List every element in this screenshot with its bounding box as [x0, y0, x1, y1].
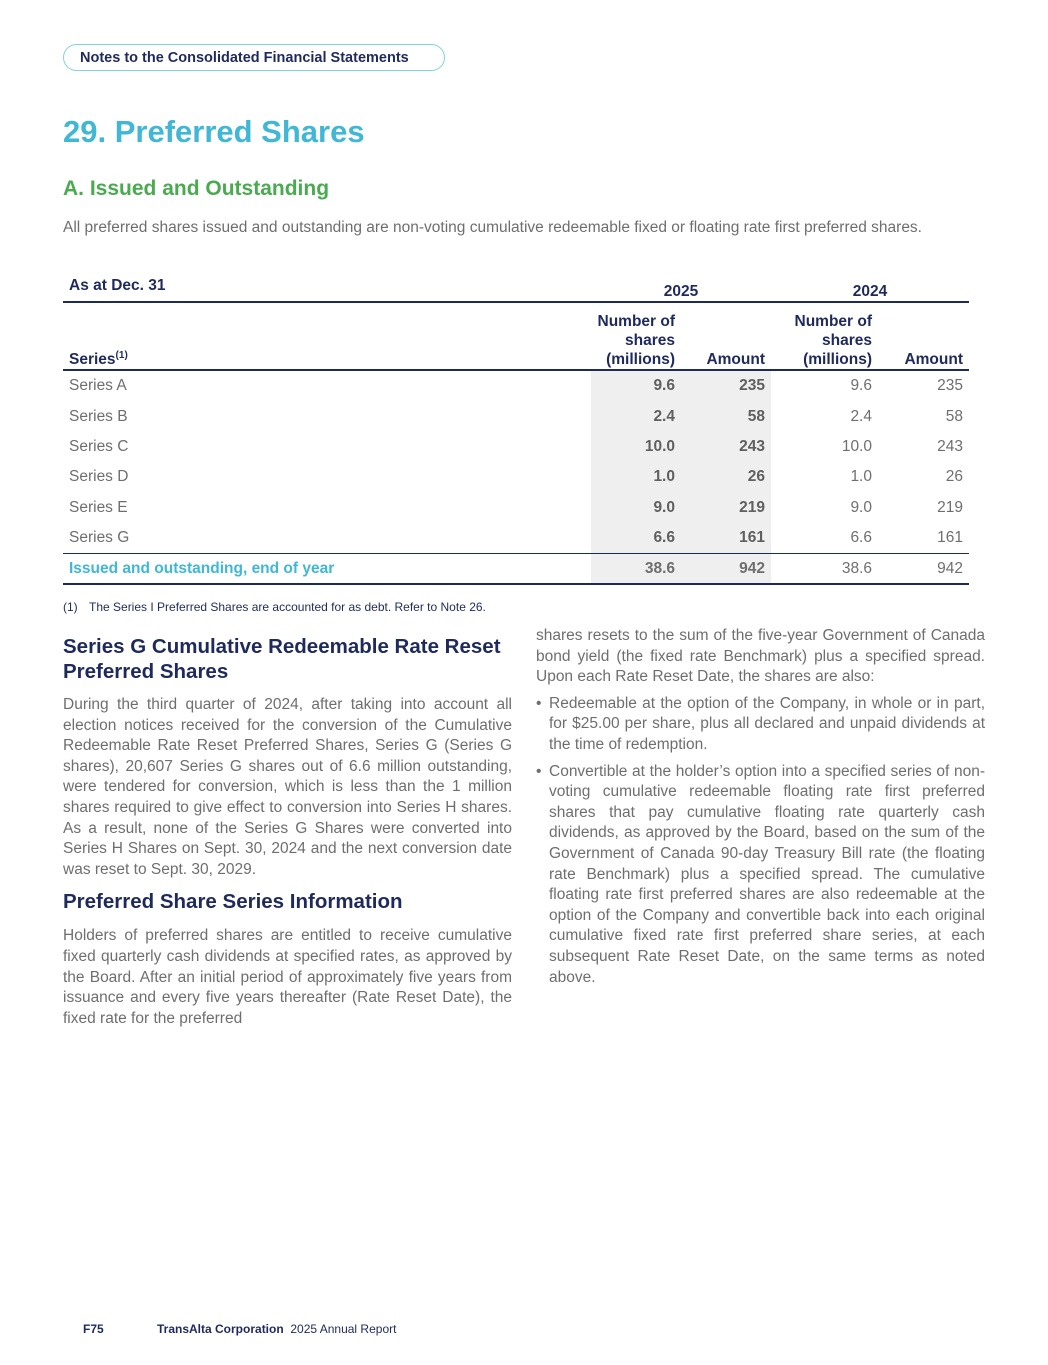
table-row — [63, 370, 969, 401]
shares-2024-cell: 2.4 — [850, 407, 872, 425]
amount-2024-cell: 219 — [937, 498, 963, 516]
total-shares-2025-cell: 38.6 — [591, 554, 681, 585]
series-label: Series B — [69, 407, 128, 425]
amount-2025-cell: 26 — [681, 462, 771, 492]
preferred-shares-table — [63, 276, 969, 585]
shares-2025-cell: 9.6 — [591, 370, 681, 401]
shares-2024-cell: 6.6 — [850, 529, 872, 547]
footnote-text: The Series I Preferred Shares are accounted for as debt. Refer to Note 26. — [89, 600, 486, 614]
total-amount-2024-cell: 942 — [878, 554, 969, 585]
shares-2024-cell: 1.0 — [850, 468, 872, 486]
table-column-header-row — [63, 302, 969, 370]
amount-2024-header: Amount — [878, 302, 969, 370]
section-label: Notes to the Consolidated Financial Statements — [63, 44, 445, 71]
shares-2025-cell: 2.4 — [591, 401, 681, 431]
shares-2024-cell: 10.0 — [841, 437, 872, 455]
amount-2024-cell: 26 — [945, 468, 963, 486]
series-footnote-mark: (1) — [115, 349, 128, 361]
total-label: Issued and outstanding, end of year — [63, 554, 591, 585]
series-label: Series E — [69, 498, 128, 516]
page-footer — [83, 1322, 396, 1336]
reset-terms-list — [536, 694, 985, 988]
series-g-heading: Series G Cumulative Redeemable Rate Reset Preferred Shares — [63, 635, 501, 683]
shares-2024-cell: 9.6 — [850, 377, 872, 395]
table-row — [63, 401, 969, 431]
series-info-paragraph: Holders of preferred shares are entitled to receive cumulative fixed quarterly cash dividends at specified rates, as approved by the Board. After an initial period of approximately five years from issuance and every five years thereafter (Rate Reset Date), the fixed rate for the preferred — [63, 927, 512, 1027]
number-of-shares-2025-header: Number of shares (millions) — [591, 302, 681, 370]
series-info-heading: Preferred Share Series Information — [63, 890, 403, 914]
report-name: 2025 Annual Report — [290, 1322, 397, 1336]
number-of-shares-2024-header: Number of shares (millions) — [771, 302, 878, 370]
shares-2025-cell: 10.0 — [591, 432, 681, 462]
footnote-number: (1) — [63, 600, 78, 614]
list-item: • Redeemable at the option of the Company, in whole or in part, for $25.00 per share, plus all declared and unpaid dividends at the time of redemption. — [536, 694, 985, 756]
table-footnote — [63, 600, 486, 614]
amount-2025-cell: 243 — [681, 432, 771, 462]
amount-2025-cell: 58 — [681, 401, 771, 431]
amount-2025-header: Amount — [681, 302, 771, 370]
series-label: Series D — [69, 468, 129, 486]
as-at-label: As at Dec. 31 — [63, 276, 591, 302]
year-2025-header: 2025 — [591, 276, 771, 302]
total-amount-2025-cell: 942 — [681, 554, 771, 585]
page-number: F75 — [83, 1322, 104, 1336]
series-column-header: Series$^{(1)}$ — [63, 302, 591, 370]
amount-2024-cell: 235 — [937, 377, 963, 395]
shares-2025-cell: 1.0 — [591, 462, 681, 492]
table-row — [63, 462, 969, 492]
shares-2025-cell: 6.6 — [591, 523, 681, 554]
series-label: Series G — [69, 529, 130, 547]
amount-2024-cell: 243 — [937, 437, 963, 455]
shares-2025-cell: 9.0 — [591, 493, 681, 523]
table-row — [63, 493, 969, 523]
section-subtitle: A. Issued and Outstanding — [63, 177, 330, 200]
right-column — [536, 626, 985, 988]
amount-2025-cell: 161 — [681, 523, 771, 554]
shares-2024-cell: 9.0 — [850, 498, 872, 516]
amount-2025-cell: 219 — [681, 493, 771, 523]
series-info-paragraph-continued: shares resets to the sum of the five-year Government of Canada bond yield (the fixed rate Benchmark) plus a specified spread. Upon each Rate Reset Date, the shares are also: — [536, 627, 985, 686]
table-year-row — [63, 276, 969, 302]
series-label: Series A — [69, 377, 127, 395]
intro-paragraph: All preferred shares issued and outstanding are non-voting cumulative redeemable fixed or floating rate first preferred shares. — [63, 219, 922, 236]
list-item: • Convertible at the holder’s option into a specified series of non-voting cumulative redeemable floating rate first preferred shares that pay cumulative floating rate quarterly cash dividends, as approved by the Board, based on the sum of the Government of Canada 90-day Treasury Bill rate (the floating rate Benchmark) plus a specified spread. The cumulative floating rate first preferred shares are also redeemable at the option of the Company and convertible back into each original cumulative fixed rate first preferred share series, at each subsequent Rate Reset Date, on the same terms as noted above. — [536, 762, 985, 989]
table-row — [63, 523, 969, 554]
left-column — [63, 626, 512, 1029]
table-total-row — [63, 554, 969, 585]
series-label: Series C — [69, 437, 129, 455]
amount-2024-cell: 58 — [945, 407, 963, 425]
amount-2025-cell: 235 — [681, 370, 771, 401]
table-row — [63, 432, 969, 462]
amount-2024-cell: 161 — [937, 529, 963, 547]
year-2024-header: 2024 — [771, 276, 969, 302]
series-g-paragraph: During the third quarter of 2024, after taking into account all election notices received for the conversion of the Cumulative Redeemable Rate Reset Preferred Shares, Series G (Series G shares), 20,607 Series G shares out of 6.6 million outstanding, were tendered for conversion, which is less than the 1 million shares required to give effect to conversion into Series H shares. As a result, none of the Series G Shares were converted into Series H Shares on Sept. 30, 2024 and the next conversion date was reset to Sept. 30, 2029. — [63, 696, 512, 878]
total-shares-2024-cell: 38.6 — [771, 554, 878, 585]
company-name: TransAlta Corporation — [157, 1322, 284, 1336]
page-title: 29. Preferred Shares — [63, 114, 365, 149]
